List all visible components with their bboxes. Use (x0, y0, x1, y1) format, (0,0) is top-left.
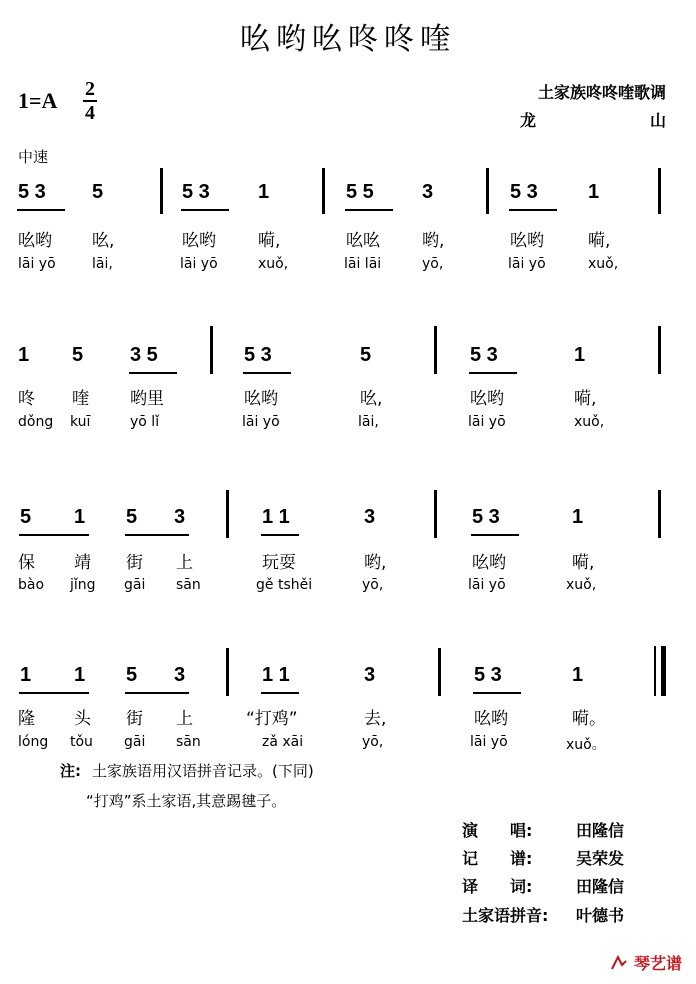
bar-line (658, 168, 661, 214)
final-bar-thin (654, 646, 656, 696)
lyric: 靖 (74, 553, 91, 573)
note: 5 (92, 181, 104, 203)
bar-line (434, 326, 437, 374)
pinyin: xuǒ。 (566, 737, 606, 753)
note: 5 3 (18, 181, 46, 203)
bar-line (658, 326, 661, 374)
note: 5 (72, 344, 84, 366)
lyric: 吆, (360, 389, 383, 409)
lyric: 哟, (364, 553, 387, 573)
note: 1 (574, 344, 586, 366)
note: 1 1 (262, 506, 290, 528)
pinyin: yō, (422, 256, 444, 272)
pinyin: jǐng (70, 577, 96, 593)
note: 1 (74, 506, 86, 528)
lyric: 哟, (422, 231, 445, 251)
lyric: 嗬。 (572, 709, 606, 729)
source-region-2: 山 (650, 111, 667, 130)
pinyin: lāi yō (508, 256, 546, 272)
credit-role: 译 词: (462, 877, 533, 896)
pinyin: lāi yō (468, 577, 506, 593)
credit-name: 吴荣发 (576, 849, 625, 868)
beam-underline (509, 209, 557, 211)
note: 5 3 (510, 181, 538, 203)
beam-underline (181, 209, 229, 211)
key-signature: 1=A (18, 88, 58, 113)
lyric: 吆哟 (472, 553, 506, 573)
note: 5 3 (244, 344, 272, 366)
lyric: 吆哟 (510, 231, 544, 251)
bar-line (658, 490, 661, 538)
note: 3 (174, 506, 186, 528)
lyric: 嗬, (588, 231, 611, 251)
pinyin: bào (18, 577, 45, 593)
beam-underline (125, 534, 189, 536)
note: 1 (258, 181, 270, 203)
beam-underline (129, 372, 177, 374)
lyric: 街 (126, 553, 143, 573)
pinyin: xuǒ, (588, 256, 619, 272)
lyric: 吆哟 (470, 389, 504, 409)
song-title: 吆哟吆咚咚喹 (240, 22, 456, 57)
lyric: 去, (364, 709, 387, 729)
beam-underline (261, 692, 299, 694)
pinyin: zǎ xāi (262, 734, 304, 750)
beam-underline (345, 209, 393, 211)
pinyin: lāi, (358, 414, 379, 430)
beam-underline (243, 372, 291, 374)
note: 5 3 (470, 344, 498, 366)
note: 3 (364, 664, 376, 686)
credit-role: 记 谱: (462, 849, 533, 868)
lyric: 吆哟 (244, 389, 278, 409)
time-signature (82, 78, 98, 124)
beam-underline (125, 692, 189, 694)
note: 5 3 (182, 181, 210, 203)
lyric: 吆, (92, 231, 115, 251)
pinyin: lāi yō (470, 734, 508, 750)
pinyin: lāi, (92, 256, 113, 272)
bar-line (210, 326, 213, 374)
note: 1 1 (262, 664, 290, 686)
pinyin: tǒu (70, 734, 93, 750)
credit-role: 演 唱: (462, 821, 533, 840)
beam-underline (473, 692, 521, 694)
footnote-label: 注: (60, 762, 81, 780)
watermark-text: 琴艺谱 (633, 954, 682, 973)
lyric: “打鸡” (246, 709, 298, 729)
pinyin: xuǒ, (566, 577, 597, 593)
time-signature-bottom: 4 (85, 102, 95, 124)
pinyin: lāi lāi (344, 256, 382, 272)
note: 3 5 (130, 344, 158, 366)
bar-line (434, 490, 437, 538)
note: 5 (126, 664, 138, 686)
logo-icon (610, 955, 628, 971)
lyric: 头 (74, 709, 91, 729)
pinyin: lóng (18, 734, 49, 750)
pinyin: yō lǐ (130, 414, 160, 430)
source-region-1: 龙 (520, 111, 537, 130)
lyric: 保 (18, 553, 35, 573)
bar-line (486, 168, 489, 214)
footnote-line-1: 土家族语用汉语拼音记录。(下同) (92, 762, 314, 780)
pinyin: lāi yō (180, 256, 218, 272)
lyric: 嗬, (574, 389, 597, 409)
lyric: 喹 (72, 389, 89, 409)
pinyin: sān (176, 577, 201, 593)
lyric: 街 (126, 709, 143, 729)
pinyin: xuǒ, (258, 256, 289, 272)
beam-underline (261, 534, 299, 536)
note: 1 (572, 506, 584, 528)
credit-name: 田隆信 (576, 821, 625, 840)
pinyin: gāi (124, 577, 146, 593)
credit-role: 土家语拼音: (462, 906, 549, 925)
tempo-marking: 中速 (18, 148, 49, 166)
beam-underline (469, 372, 517, 374)
lyric: 吆哟 (18, 231, 52, 251)
pinyin: yō, (362, 577, 384, 593)
note: 5 3 (472, 506, 500, 528)
pinyin: gě tshěi (256, 577, 313, 593)
credit-name: 田隆信 (576, 877, 625, 896)
pinyin: kuī (70, 414, 91, 430)
note: 1 (18, 344, 30, 366)
lyric: 上 (176, 709, 193, 729)
lyric: 吆哟 (474, 709, 508, 729)
pinyin: sān (176, 734, 201, 750)
beam-underline (17, 209, 65, 211)
lyric: 咚 (18, 389, 35, 409)
lyric: 上 (176, 553, 193, 573)
watermark-logo (610, 951, 682, 974)
note: 1 (74, 664, 86, 686)
lyric: 隆 (18, 709, 35, 729)
lyric: 玩耍 (262, 553, 296, 573)
beam-underline (19, 534, 89, 536)
note: 1 (572, 664, 584, 686)
note: 1 (588, 181, 600, 203)
note: 1 (20, 664, 32, 686)
pinyin: yō, (362, 734, 384, 750)
note: 3 (422, 181, 434, 203)
note: 5 (20, 506, 32, 528)
bar-line (226, 490, 229, 538)
lyric: 吆哟 (182, 231, 216, 251)
note: 3 (364, 506, 376, 528)
note: 3 (174, 664, 186, 686)
pinyin: lāi yō (242, 414, 280, 430)
lyric: 哟里 (130, 389, 164, 409)
credit-name: 叶德书 (576, 906, 625, 925)
lyric: 吆吆 (346, 231, 380, 251)
beam-underline (471, 534, 519, 536)
source-line: 土家族咚咚喹歌调 (537, 83, 666, 102)
time-signature-top: 2 (85, 78, 95, 100)
footnote-line-2: “打鸡”系土家语,其意踢毽子。 (86, 792, 287, 810)
beam-underline (19, 692, 89, 694)
pinyin: gāi (124, 734, 146, 750)
lyric: 嗬, (572, 553, 595, 573)
note: 5 5 (346, 181, 374, 203)
pinyin: lāi yō (468, 414, 506, 430)
final-bar-thick (661, 646, 666, 696)
note: 5 (360, 344, 372, 366)
pinyin: xuǒ, (574, 414, 605, 430)
note: 5 3 (474, 664, 502, 686)
pinyin: dǒng (18, 414, 54, 430)
lyric: 嗬, (258, 231, 281, 251)
bar-line (322, 168, 325, 214)
bar-line (438, 648, 441, 696)
note: 5 (126, 506, 138, 528)
bar-line (160, 168, 163, 214)
pinyin: lāi yō (18, 256, 56, 272)
bar-line (226, 648, 229, 696)
